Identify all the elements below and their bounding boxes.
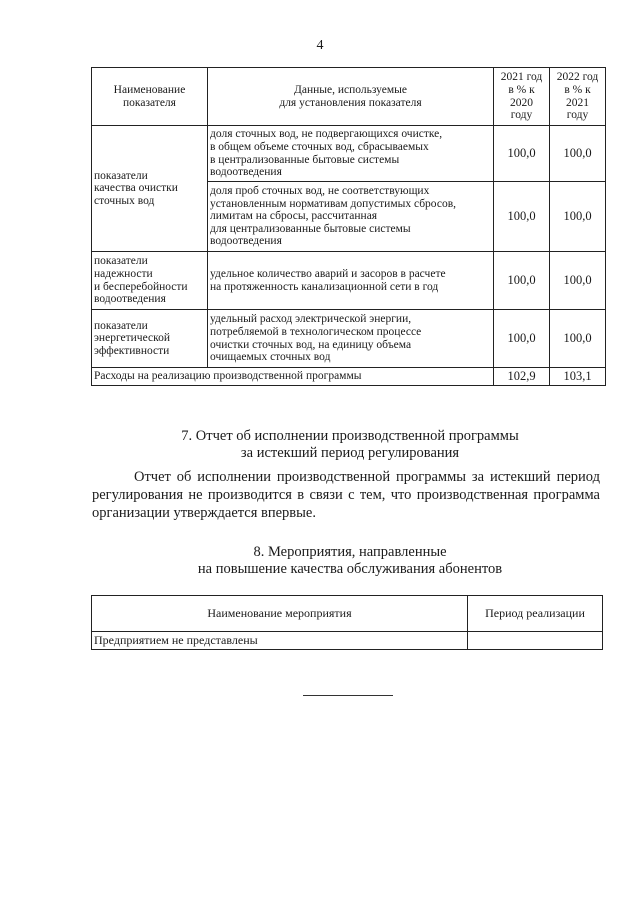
- value-2022: 100,0: [550, 182, 606, 252]
- value-2022: 100,0: [550, 126, 606, 182]
- end-divider: [303, 695, 393, 696]
- value-2022: 100,0: [550, 252, 606, 310]
- value-2021: 100,0: [494, 252, 550, 310]
- row-description: доля сточных вод, не подвергающихся очистке, в общем объеме сточных вод, сбрасываемых в централизованные бытовые системы водоотведения: [208, 126, 494, 182]
- value-2022: 100,0: [550, 310, 606, 368]
- total-label: Расходы на реализацию производственной программы: [92, 368, 494, 386]
- value-2021: 100,0: [494, 310, 550, 368]
- group-wastewater-quality: показатели качества очистки сточных вод: [92, 126, 208, 252]
- indicators-table: [91, 67, 606, 386]
- table-row: [92, 310, 606, 368]
- total-2022: 103,1: [550, 368, 606, 386]
- measure-period: [468, 632, 603, 650]
- total-2021: 102,9: [494, 368, 550, 386]
- measures-table: [91, 595, 603, 650]
- row-description: доля проб сточных вод, не соответствующих установленным нормативам допустимых сбросов, лимитам на сбросы, рассчитанная для централизованные бытовые системы водоотведения: [208, 182, 494, 252]
- table-row: [92, 126, 606, 182]
- header-2022: 2022 год в % к 2021 году: [550, 68, 606, 126]
- value-2021: 100,0: [494, 126, 550, 182]
- group-reliability: показатели надежности и бесперебойности водоотведения: [92, 252, 208, 310]
- header-data-used: Данные, используемые для установления показателя: [208, 68, 494, 126]
- table-row: [92, 252, 606, 310]
- header-measure-name: Наименование мероприятия: [92, 596, 468, 632]
- measure-name: Предприятием не представлены: [92, 632, 468, 650]
- row-description: удельное количество аварий и засоров в расчете на протяженность канализационной сети в год: [208, 252, 494, 310]
- header-indicator-name: Наименование показателя: [92, 68, 208, 126]
- page-number: 4: [316, 38, 324, 53]
- header-period: Период реализации: [468, 596, 603, 632]
- table-row: [92, 632, 603, 650]
- section-8-heading: 8. Мероприятия, направленные на повышение качества обслуживания абонентов: [197, 544, 503, 577]
- indicators-header-row: [92, 68, 606, 126]
- row-description: удельный расход электрической энергии, потребляемой в технологическом процессе очистки сточных вод, на единицу объема очищаемых сточных вод: [208, 310, 494, 368]
- value-2021: 100,0: [494, 182, 550, 252]
- total-row: [92, 368, 606, 386]
- measures-header-row: [92, 596, 603, 632]
- section-7-text: Отчет об исполнении производственной программы за истекший период регулирования не производится в связи с тем, что производственная программа организации утверждается впервые.: [92, 469, 600, 521]
- header-2021: 2021 год в % к 2020 году: [494, 68, 550, 126]
- section-7-heading: 7. Отчет об исполнении производственной программы за истекший период регулирования: [181, 428, 519, 461]
- group-energy-efficiency: показатели энергетической эффективности: [92, 310, 208, 368]
